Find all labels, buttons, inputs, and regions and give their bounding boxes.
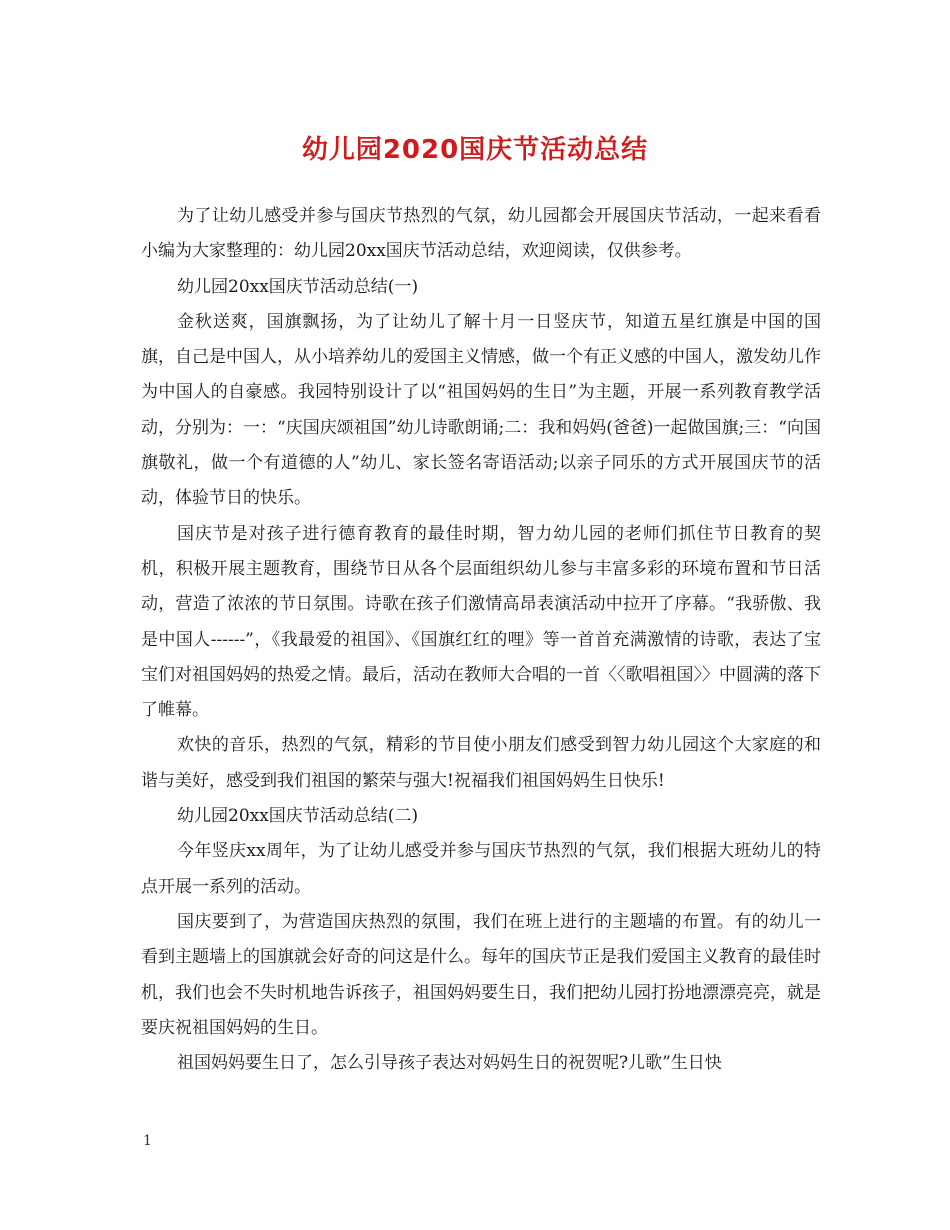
paragraph: 国庆要到了，为营造国庆热烈的氛围，我们在班上进行的主题墙的布置。有的幼儿一看到主题墙上的国旗就会好奇的问这是什么。每年的国庆节正是我们爱国主义教育的最佳时机，我们也会不失时机地告诉孩子，祖国妈妈要生日，我们把幼儿园打扮地漂漂亮亮，就是要庆祝祖国妈妈的生日。 (141, 911, 821, 1038)
document-body (141, 199, 821, 1081)
document-title: 幼儿园2020国庆节活动总结 (301, 135, 649, 165)
paragraph: 今年竖庆xx周年，为了让幼儿感受并参与国庆节热烈的气氛，我们根据大班幼儿的特点开展一系列的活动。 (141, 841, 821, 897)
page-number: 1 (143, 1133, 152, 1149)
paragraph-intro: 为了让幼儿感受并参与国庆节热烈的气氛，幼儿园都会开展国庆节活动，一起来看看小编为大家整理的：幼儿园20xx国庆节活动总结，欢迎阅读，仅供参考。 (141, 206, 821, 262)
paragraph: 欢快的音乐，热烈的气氛，精彩的节目使小朋友们感受到智力幼儿园这个大家庭的和谐与美好，感受到我们祖国的繁荣与强大!祝福我们祖国妈妈生日快乐! (141, 735, 821, 791)
section-heading-two: 幼儿园20xx国庆节活动总结(二) (177, 806, 419, 827)
paragraph: 金秋送爽，国旗飘扬，为了让幼儿了解十月一日竖庆节，知道五星红旗是中国的国旗，自己是中国人，从小培养幼儿的爱国主义情感，做一个有正义感的中国人，激发幼儿作为中国人的自豪感。我园特别设计了以“祖国妈妈的生日”为主题，开展一系列教育教学活动，分别为：一：“庆国庆颂祖国”幼儿诗歌朗诵;二：我和妈妈(爸爸)一起做国旗;三：“向国旗敬礼，做一个有道德的人”幼儿、家长签名寄语活动;以亲子同乐的方式开展国庆节的活动，体验节日的快乐。 (141, 311, 821, 509)
section-heading-one: 幼儿园20xx国庆节活动总结(一) (177, 276, 419, 297)
paragraph: 祖国妈妈要生日了，怎么引导孩子表达对妈妈生日的祝贺呢?儿歌”生日快 (177, 1053, 722, 1074)
paragraph: 国庆节是对孩子进行德育教育的最佳时期，智力幼儿园的老师们抓住节日教育的契机，积极开展主题教育，围绕节日从各个层面组织幼儿参与丰富多彩的环境布置和节日活动，营造了浓浓的节日氛围。诗歌在孩子们激情高昂表演活动中拉开了序幕。“我骄傲、我是中国人------”，《我最爱的祖国》、《国旗红红的哩》等一首首充满激情的诗歌，表达了宝宝们对祖国妈妈的热爱之情。最后，活动在教师大合唱的一首〈〈歌唱祖国〉〉中圆满的落下了帷幕。 (141, 523, 821, 721)
